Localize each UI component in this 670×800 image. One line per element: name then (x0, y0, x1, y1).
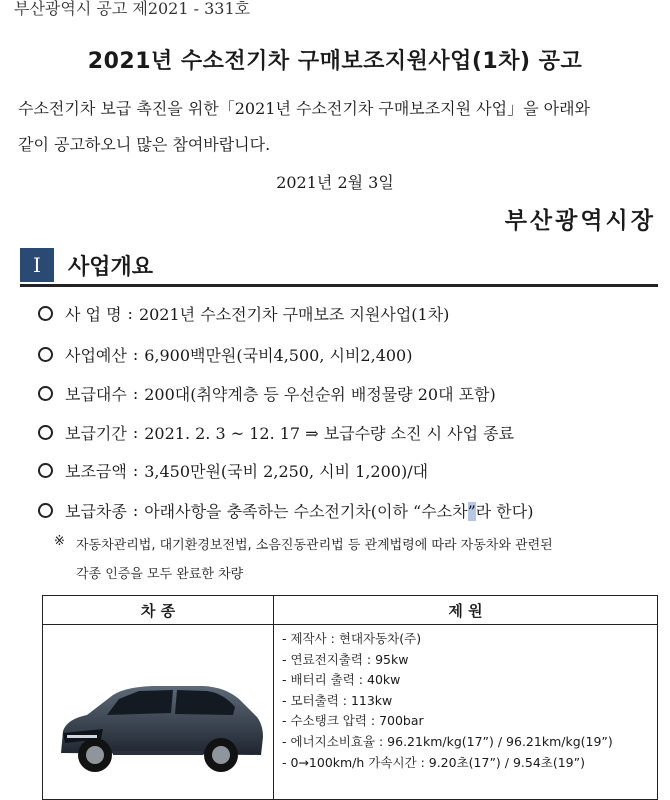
text-highlight: ” (467, 502, 476, 521)
spec-item: - 에너지소비효율 : 96.21km/kg(17”) / 96.21km/kg(19”) (282, 733, 613, 749)
spec-cell (274, 625, 658, 800)
item-value: 6,900백만원(국비4,500, 시비2,400) (144, 346, 413, 365)
document-title: 2021년 수소전기차 구매보조지원사업(1차) 공고 (87, 49, 583, 74)
intro-line-1: 수소전기차 보급 촉진을 위한「2021년 수소전기차 구매보조지원 사업」을 아래와 (18, 99, 591, 118)
overview-item-vehicle-type: 보급차종 : 아래사항을 충족하는 수소전기차(이하 “수소차”라 한다) (38, 499, 533, 522)
intro-line-2: 같이 공고하오니 많은 참여바랍니다. (18, 135, 271, 154)
circle-bullet-icon (38, 306, 53, 321)
column-header-vehicle: 차 종 (43, 596, 274, 625)
vehicle-image-cell (43, 625, 274, 800)
notice-number: 부산광역시 공고 제2021 - 331호 (14, 0, 251, 18)
vehicle-spec-table (42, 595, 658, 800)
overview-item-quantity: 보급대수 : 200대(취약계층 등 우선순위 배정물량 20대 포함) (38, 382, 496, 405)
spec-item: - 연료전지출력 : 95kw (282, 651, 409, 667)
note-mark: ※ (54, 534, 65, 549)
item-label: 보급차종 (65, 502, 127, 521)
circle-bullet-icon (38, 347, 53, 362)
spec-item: - 제작사 : 현대자동차(주) (282, 631, 422, 646)
overview-item-period: 보급기간 : 2021. 2. 3 ~ 12. 17 ⇒ 보급수량 소진 시 사업 종료 (38, 421, 514, 444)
spec-item: - 0→100km/h 가속시간 : 9.20초(17”) / 9.54초(19”) (282, 754, 585, 770)
item-label: 사 업 명 (65, 305, 122, 324)
item-value: 2021년 수소전기차 구매보조 지원사업(1차) (138, 305, 450, 324)
item-label: 사업예산 (65, 346, 127, 365)
note-line-2: 각종 인증을 모두 완료한 차량 (76, 567, 244, 582)
overview-item-subsidy: 보조금액 : 3,450만원(국비 2,250, 시비 1,200)/대 (38, 459, 428, 482)
spec-list (274, 625, 657, 773)
section-number-badge: I (20, 248, 54, 282)
circle-bullet-icon (38, 503, 53, 518)
suv-car-image (43, 625, 273, 795)
note-line-1: 자동차관리법, 대기환경보전법, 소음진동관리법 등 관계법령에 따라 자동차와 관련된 (76, 538, 553, 553)
spec-item: - 배터리 출력 : 40kw (282, 672, 401, 688)
column-header-spec: 제 원 (274, 596, 658, 625)
item-label: 보급기간 (65, 424, 127, 443)
issuer: 부산광역시장 (504, 207, 656, 234)
item-label: 보급대수 (65, 385, 127, 404)
item-value: 아래사항을 충족하는 수소전기차(이하 “수소차”라 한다) (144, 502, 534, 521)
item-value: 3,450만원(국비 2,250, 시비 1,200)/대 (144, 462, 429, 481)
section-divider (20, 284, 658, 287)
spec-item: - 수소탱크 압력 : 700bar (282, 713, 424, 729)
spec-item: - 모터출력 : 113kw (282, 692, 393, 708)
overview-item-budget: 사업예산 : 6,900백만원(국비4,500, 시비2,400) (38, 343, 412, 366)
announcement-date: 2021년 2월 3일 (276, 173, 394, 192)
circle-bullet-icon (38, 386, 53, 401)
circle-bullet-icon (38, 463, 53, 478)
item-value: 200대(취약계층 등 우선순위 배정물량 20대 포함) (144, 385, 496, 404)
overview-item-project-name: 사 업 명 : 2021년 수소전기차 구매보조 지원사업(1차) (38, 302, 449, 325)
circle-bullet-icon (38, 425, 53, 440)
item-label: 보조금액 (65, 462, 127, 481)
item-value: 2021. 2. 3 ~ 12. 17 ⇒ 보급수량 소진 시 사업 종료 (144, 424, 515, 443)
section-title: 사업개요 (68, 255, 154, 280)
